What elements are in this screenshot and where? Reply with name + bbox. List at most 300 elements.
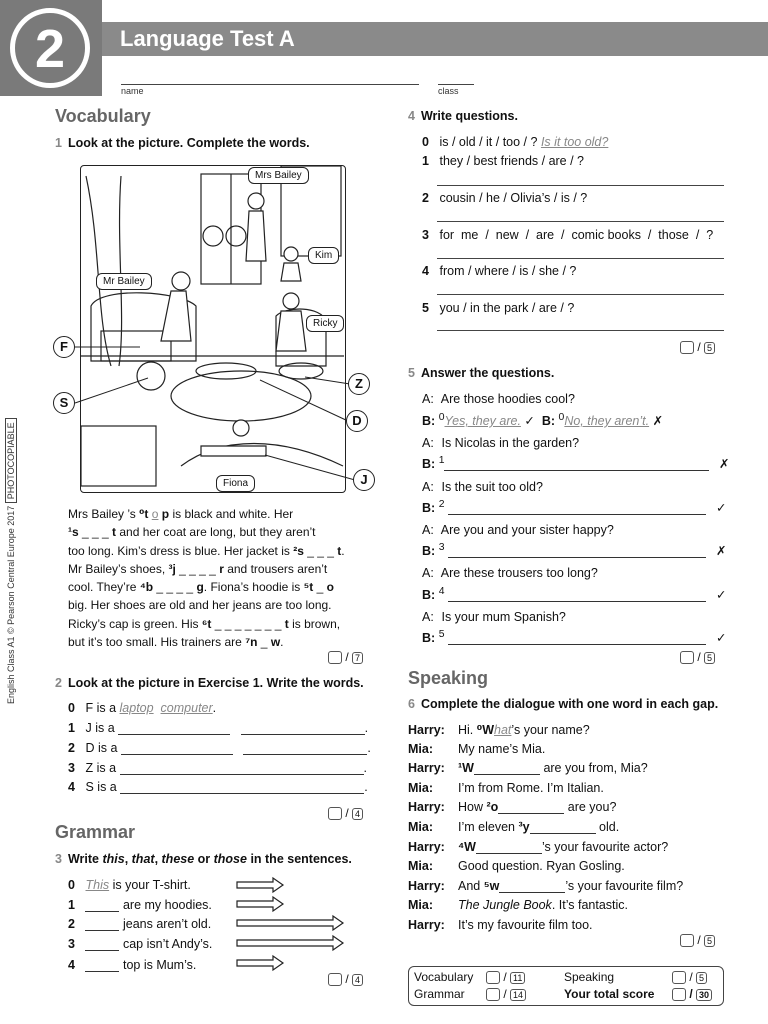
ex6-dialogue xyxy=(408,722,738,938)
dialogue-speaker: Mia: xyxy=(408,819,433,834)
score-slash: / xyxy=(697,650,701,664)
item-number: 5 xyxy=(422,301,429,315)
item-number: 0 xyxy=(422,135,429,149)
answer-blank[interactable] xyxy=(448,514,706,515)
dialogue-text: I’m from Rome. I’m Italian. xyxy=(458,780,604,795)
grammar-title: Grammar xyxy=(55,822,136,842)
gap-letter: ¹W xyxy=(458,761,474,776)
paragraph-text: too long. Kim’s dress is blue. Her jacket is xyxy=(68,543,294,558)
cross-icon: ✗ xyxy=(718,457,730,472)
gap-letter: p xyxy=(161,507,170,521)
dialogue-text: ’s your favourite actor? xyxy=(541,839,669,854)
example-answer: This xyxy=(85,878,110,892)
score-slash: / xyxy=(503,970,507,984)
paragraph-text: Mr Bailey’s shoes, xyxy=(68,561,169,576)
gap-letter: ⁰t xyxy=(139,507,149,521)
answer-blank[interactable] xyxy=(448,601,706,602)
dialogue-speaker: Harry: xyxy=(408,917,445,932)
speaker-a: A: xyxy=(422,610,434,624)
ex3-item-3 xyxy=(68,937,212,951)
dialogue-speaker: Mia: xyxy=(408,741,433,756)
paragraph-text: but it’s too small. His trainers are xyxy=(68,635,246,650)
instr-word: this xyxy=(102,852,125,866)
item-number: 2 xyxy=(438,499,445,510)
dialogue-speaker: Mia: xyxy=(408,780,433,795)
paragraph-text: _ _ _ _ _ _ _ xyxy=(211,616,285,631)
label-letter-j: J xyxy=(353,469,375,491)
ex2-item-0: 0 F is a laptop computer. xyxy=(68,701,217,715)
ex2-instruction xyxy=(55,676,364,690)
score-total: 4 xyxy=(352,974,363,986)
answer-line[interactable] xyxy=(437,330,724,331)
speaker-b: B: xyxy=(422,457,436,472)
answer-line[interactable] xyxy=(437,258,724,259)
item-number: 1 xyxy=(68,898,75,912)
question-text: Is Nicolas in the garden? xyxy=(441,436,580,450)
dialogue-line xyxy=(408,840,738,860)
dialogue-line xyxy=(408,859,738,879)
paragraph-text: is black and white. Her xyxy=(169,507,294,521)
dialogue-speaker: Harry: xyxy=(408,723,445,737)
dialogue-speaker: Harry: xyxy=(408,878,445,893)
dialogue-speaker: Harry: xyxy=(408,800,445,815)
ex4-item-1 xyxy=(422,154,584,168)
paragraph-text: _ xyxy=(313,580,327,595)
item-text: cousin / he / Olivia’s / is / ? xyxy=(439,191,588,205)
ex5-text: Answer the questions. xyxy=(420,366,555,380)
score-slash: / xyxy=(697,933,701,947)
answer-blank[interactable] xyxy=(474,774,540,775)
dialogue-text: are you? xyxy=(564,800,617,815)
ex3-item-4 xyxy=(68,958,196,972)
ex2-item-4: 4 S is a . xyxy=(68,780,368,794)
ex5-a4 xyxy=(422,586,726,602)
ex4-instruction xyxy=(408,109,518,123)
item-number: 0 xyxy=(68,878,75,892)
ex3-number: 3 xyxy=(55,852,62,866)
callout-ricky: Ricky xyxy=(306,315,344,332)
label-letter-f: F xyxy=(53,336,75,358)
paragraph-line xyxy=(68,596,373,614)
score-slash: / xyxy=(689,970,693,984)
label-letter-d: D xyxy=(346,410,368,432)
short-arrow-icon xyxy=(237,897,283,911)
paragraph-line xyxy=(68,578,373,596)
gap-letter: ³j xyxy=(168,561,176,576)
tick-icon: ✓ xyxy=(715,631,727,646)
ex5-a1 xyxy=(422,455,729,471)
paragraph-text: . Fiona’s hoodie is xyxy=(203,580,304,595)
gap-letter: w xyxy=(270,635,281,650)
paragraph-text: _ _ _ xyxy=(78,525,113,540)
item-text: for me / new / are / comic books / those / ? xyxy=(439,228,714,242)
paragraph-line xyxy=(68,560,373,578)
ex2-item-3: 3 Z is a . xyxy=(68,761,368,775)
item-text: top is Mum’s. xyxy=(122,958,197,972)
gap-letter: ³y xyxy=(518,819,530,834)
speaker-b: B: xyxy=(422,414,436,429)
ex5-a3 xyxy=(422,542,726,558)
dialogue-speaker: Mia: xyxy=(408,898,433,913)
ex5-instruction xyxy=(408,366,554,380)
item-text: from / where / is / she / ? xyxy=(439,264,577,278)
answer-blank[interactable] xyxy=(85,950,119,951)
item-text: you / in the park / are / ? xyxy=(439,301,575,315)
score-slash: / xyxy=(503,987,507,1001)
score-total: 5 xyxy=(704,652,715,664)
answer-blank[interactable] xyxy=(448,644,706,645)
class-label: class xyxy=(438,86,459,96)
tick-icon: ✓ xyxy=(715,501,727,516)
item-text: J is a xyxy=(85,721,115,735)
answer-blank[interactable] xyxy=(118,734,230,735)
gap-letter: ⁷n xyxy=(245,635,258,650)
speaker-a: A: xyxy=(422,566,434,580)
answer-blank[interactable] xyxy=(85,971,119,972)
dialogue-line xyxy=(408,820,738,840)
answer-blank[interactable] xyxy=(476,853,542,854)
item-number: 1 xyxy=(68,721,75,735)
dialogue-line xyxy=(408,761,738,781)
speaker-b: B: xyxy=(422,588,436,603)
dialogue-line xyxy=(408,800,738,820)
paragraph-line xyxy=(68,523,373,541)
ex5-number: 5 xyxy=(408,366,415,380)
score-total: 30 xyxy=(696,989,712,1001)
paragraph-text: . xyxy=(280,635,284,650)
paragraph-text: cool. They’re xyxy=(68,580,140,595)
total-overall xyxy=(564,987,712,1001)
answer-blank[interactable] xyxy=(530,833,596,834)
ex3-item-0 xyxy=(68,878,191,892)
ex2-item-1: 1 J is a . xyxy=(68,721,369,735)
score-box[interactable] xyxy=(680,341,694,354)
ex3-score xyxy=(328,972,363,986)
paragraph-text: _ _ _ _ xyxy=(153,580,197,595)
paragraph-text: _ xyxy=(257,635,271,650)
total-label: Grammar xyxy=(414,987,465,1001)
ex5-q4 xyxy=(422,566,598,580)
score-slash: / xyxy=(345,806,349,820)
gap-letter: ⁵t xyxy=(303,580,314,595)
score-total: 5 xyxy=(704,935,715,947)
question-text: Are these trousers too long? xyxy=(440,566,598,580)
tick-icon: ✓ xyxy=(715,588,727,603)
answer-blank[interactable] xyxy=(85,911,119,912)
paragraph-line xyxy=(68,505,373,523)
ex5-score xyxy=(680,650,715,664)
gap-letter: g xyxy=(196,580,204,595)
item-text: D is a xyxy=(85,741,118,755)
ex5-q3 xyxy=(422,523,614,537)
item-number: 4 xyxy=(68,780,75,794)
callout-mr-bailey: Mr Bailey xyxy=(96,273,152,290)
total-speaking xyxy=(564,970,707,984)
dialogue-text: are you from, Mia? xyxy=(539,761,648,776)
paragraph-text: . xyxy=(341,543,345,558)
ex3-instruction xyxy=(55,852,352,866)
answer-blank[interactable] xyxy=(448,557,706,558)
dialogue-line xyxy=(408,722,738,742)
score-box[interactable] xyxy=(672,971,686,984)
item-number: 4 xyxy=(422,264,429,278)
item-text: they / best friends / are / ? xyxy=(439,154,585,168)
instr-part: or xyxy=(194,852,214,866)
paragraph-text: is brown, xyxy=(288,616,341,631)
ex2-text: Look at the picture in Exercise 1. Write the words. xyxy=(67,676,364,690)
score-box[interactable] xyxy=(486,988,500,1001)
answer-line[interactable] xyxy=(437,221,724,222)
instr-part: , xyxy=(124,852,132,866)
dialogue-line xyxy=(408,879,738,899)
answer-blank[interactable] xyxy=(120,793,364,794)
question-text: Are those hoodies cool? xyxy=(440,392,575,406)
item-text: S is a xyxy=(85,780,117,794)
paragraph-text: Mrs Bailey ’s xyxy=(68,507,140,521)
question-text: Are you and your sister happy? xyxy=(440,523,614,537)
short-arrow-icon xyxy=(237,956,283,970)
gap-letter: ⁴b xyxy=(139,580,154,595)
score-slash: / xyxy=(697,340,701,354)
label-letter-s: S xyxy=(53,392,75,414)
dialogue-line xyxy=(408,742,738,762)
gap-letter: o xyxy=(326,580,334,595)
tick-icon: ✓ xyxy=(524,414,535,429)
dialogue-line xyxy=(408,898,738,918)
paragraph-line xyxy=(68,615,373,633)
long-arrow-icon xyxy=(237,936,343,950)
speaker-b: B: xyxy=(422,501,436,516)
item-number: 3 xyxy=(438,542,445,553)
score-box[interactable] xyxy=(328,973,342,986)
paragraph-text: big. Her shoes are old and her jeans are too long. xyxy=(68,598,332,613)
gap-letter: ¹s xyxy=(68,525,79,540)
example-answer: hat xyxy=(494,723,512,737)
gap-letter: ⁵w xyxy=(483,878,500,893)
answer-blank[interactable] xyxy=(498,813,564,814)
cross-icon: ✗ xyxy=(652,414,664,429)
answer-blank[interactable] xyxy=(444,470,709,471)
callout-kim: Kim xyxy=(308,247,339,264)
gap-letter: t xyxy=(284,616,289,631)
dialogue-text: My name’s Mia. xyxy=(458,741,546,756)
dialogue-line xyxy=(408,781,738,801)
example-answer: computer xyxy=(160,701,213,715)
ex4-item-4 xyxy=(422,264,576,278)
ex6-score xyxy=(680,933,715,947)
paragraph-line xyxy=(68,542,373,560)
ex3-item-1 xyxy=(68,898,212,912)
dialogue-text: Hi. xyxy=(458,723,477,737)
score-slash: / xyxy=(689,987,693,1001)
dialogue-text: I’m eleven xyxy=(458,819,519,834)
dialogue-speaker: Harry: xyxy=(408,761,445,776)
item-number: 3 xyxy=(422,228,429,242)
answer-line[interactable] xyxy=(437,294,724,295)
answer-blank[interactable] xyxy=(121,754,233,755)
item-number: 3 xyxy=(68,761,75,775)
speaker-b: B: xyxy=(541,414,556,429)
score-box[interactable] xyxy=(672,988,686,1001)
item-text: F is a xyxy=(85,701,117,715)
answer-line[interactable] xyxy=(437,185,724,186)
score-total: 5 xyxy=(696,972,707,984)
label-letter-z: Z xyxy=(348,373,370,395)
gap-letter: ⁴W xyxy=(458,839,476,854)
arrow-icons xyxy=(235,876,350,976)
item-number: 4 xyxy=(68,958,75,972)
speaking-title: Speaking xyxy=(408,668,489,688)
ex4-number: 4 xyxy=(408,109,415,123)
instr-word: that xyxy=(131,852,155,866)
answer-blank[interactable] xyxy=(120,774,364,775)
page-title: Language Test A xyxy=(120,26,295,51)
speaker-b: B: xyxy=(422,631,436,646)
total-grammar xyxy=(414,987,526,1001)
ex1-score xyxy=(328,650,363,664)
ex6-instruction xyxy=(408,697,718,711)
ex5-q1 xyxy=(422,436,579,450)
item-number: 2 xyxy=(68,741,75,755)
score-slash: / xyxy=(345,972,349,986)
example-answer: o xyxy=(151,507,159,521)
callout-fiona: Fiona xyxy=(216,475,255,492)
answer-blank[interactable] xyxy=(241,734,365,735)
ex5-a5 xyxy=(422,629,726,645)
ex5-a2 xyxy=(422,499,726,515)
gap-letter: r xyxy=(219,561,224,576)
score-total: 4 xyxy=(352,808,363,820)
dialogue-text: The Jungle Book xyxy=(458,898,552,913)
ex4-item-3 xyxy=(422,228,713,242)
paragraph-text: and trousers aren’t xyxy=(223,561,328,576)
copyright-text: English Class A1 © Pearson Central Europe 2017 xyxy=(6,505,16,704)
total-label: Speaking xyxy=(564,970,615,984)
cross-icon: ✗ xyxy=(715,544,727,559)
question-text: Is the suit too old? xyxy=(441,480,543,494)
gap-letter: ²o xyxy=(486,800,499,815)
gap-letter: ²s xyxy=(293,543,304,558)
unit-number: 2 xyxy=(34,19,66,79)
ex2-number: 2 xyxy=(55,676,62,690)
gap-letter: ⁰W xyxy=(476,723,495,737)
ex6-number: 6 xyxy=(408,697,415,711)
score-slash: / xyxy=(345,650,349,664)
item-number: 1 xyxy=(438,455,445,466)
total-label: Vocabulary xyxy=(414,970,474,984)
ex1-paragraph xyxy=(68,505,373,651)
paragraph-text: _ _ _ xyxy=(303,543,338,558)
item-text: jeans aren’t old. xyxy=(122,917,212,931)
score-total: 7 xyxy=(352,652,363,664)
paragraph-text: _ _ _ _ xyxy=(175,561,220,576)
score-box[interactable] xyxy=(486,971,500,984)
gap-letter: ⁶t xyxy=(201,616,212,631)
callout-mrs-bailey: Mrs Bailey xyxy=(248,167,309,184)
ex3-item-2 xyxy=(68,917,211,931)
dialogue-text: How xyxy=(458,800,487,815)
item-text: is your T-shirt. xyxy=(109,878,191,892)
item-number: 2 xyxy=(422,191,429,205)
example-answer: No, they aren’t. xyxy=(564,414,650,429)
speaker-a: A: xyxy=(422,436,434,450)
instr-part: , xyxy=(154,852,162,866)
instr-part: Write xyxy=(67,852,103,866)
ex5-example-question xyxy=(422,392,575,406)
ex6-text: Complete the dialogue with one word in each gap. xyxy=(420,697,719,711)
item-number: 3 xyxy=(68,937,75,951)
dialogue-text: It’s my favourite film too. xyxy=(458,917,593,932)
paragraph-text: Ricky’s cap is green. His xyxy=(68,616,202,631)
dialogue-text: Good question. Ryan Gosling. xyxy=(458,859,625,874)
ex1-number: 1 xyxy=(55,136,62,150)
score-total: 5 xyxy=(704,342,715,354)
paragraph-text: and her coat are long, but they aren’t xyxy=(116,525,316,540)
answer-blank[interactable] xyxy=(499,892,565,893)
gap-letter: t xyxy=(112,525,117,540)
photocopiable-label: PHOTOCOPIABLE xyxy=(5,418,17,503)
instr-word: these xyxy=(161,852,195,866)
dialogue-speaker: Harry: xyxy=(408,839,445,854)
speaker-a: A: xyxy=(422,523,434,537)
dialogue-text: ’s your name? xyxy=(511,723,590,737)
total-label: Your total score xyxy=(564,987,655,1001)
ex4-item-5 xyxy=(422,301,574,315)
example-answer: Is it too old? xyxy=(540,135,609,149)
ex4-item-2 xyxy=(422,191,587,205)
answer-blank[interactable] xyxy=(243,754,367,755)
vocabulary-title: Vocabulary xyxy=(55,106,151,126)
ex5-q2 xyxy=(422,480,543,494)
item-text: are my hoodies. xyxy=(122,898,212,912)
score-box[interactable] xyxy=(328,651,342,664)
paragraph-line xyxy=(68,633,373,651)
speaker-a: A: xyxy=(422,480,434,494)
item-text: cap isn’t Andy’s. xyxy=(122,937,213,951)
score-box[interactable] xyxy=(328,807,342,820)
speaker-a: A: xyxy=(422,392,434,406)
item-number: 2 xyxy=(68,917,75,931)
item-number: 4 xyxy=(438,586,445,597)
speaker-b: B: xyxy=(422,544,436,559)
answer-blank[interactable] xyxy=(85,930,119,931)
dialogue-text: And xyxy=(458,878,484,893)
item-text: is / old / it / too / ? xyxy=(439,135,538,149)
item-number: 5 xyxy=(438,629,445,640)
item-text: Z is a xyxy=(85,761,117,775)
score-total: 14 xyxy=(510,989,526,1001)
score-box[interactable] xyxy=(680,651,694,664)
ex4-text: Write questions. xyxy=(420,109,518,123)
question-text: Is your mum Spanish? xyxy=(441,610,566,624)
name-label: name xyxy=(121,86,144,96)
dialogue-text: ’s your favourite film? xyxy=(565,878,684,893)
score-total: 11 xyxy=(510,972,525,984)
dialogue-text: . It’s fantastic. xyxy=(551,898,629,913)
score-box[interactable] xyxy=(680,934,694,947)
example-answer: laptop xyxy=(119,701,154,715)
short-arrow-icon xyxy=(237,878,283,892)
item-number: 0 xyxy=(68,701,75,715)
instr-part: in the sentences. xyxy=(246,852,352,866)
dialogue-speaker: Mia: xyxy=(408,859,433,874)
ex1-text: Look at the picture. Complete the words. xyxy=(67,136,310,150)
ex2-score xyxy=(328,806,363,820)
total-vocabulary xyxy=(414,970,525,984)
ex5-example-answers: B: $^0$Yes, they are. ✓ B: $^0$No, they aren’t. ✗ xyxy=(422,412,664,429)
ex4-score xyxy=(680,340,715,354)
instr-word: those xyxy=(213,852,247,866)
